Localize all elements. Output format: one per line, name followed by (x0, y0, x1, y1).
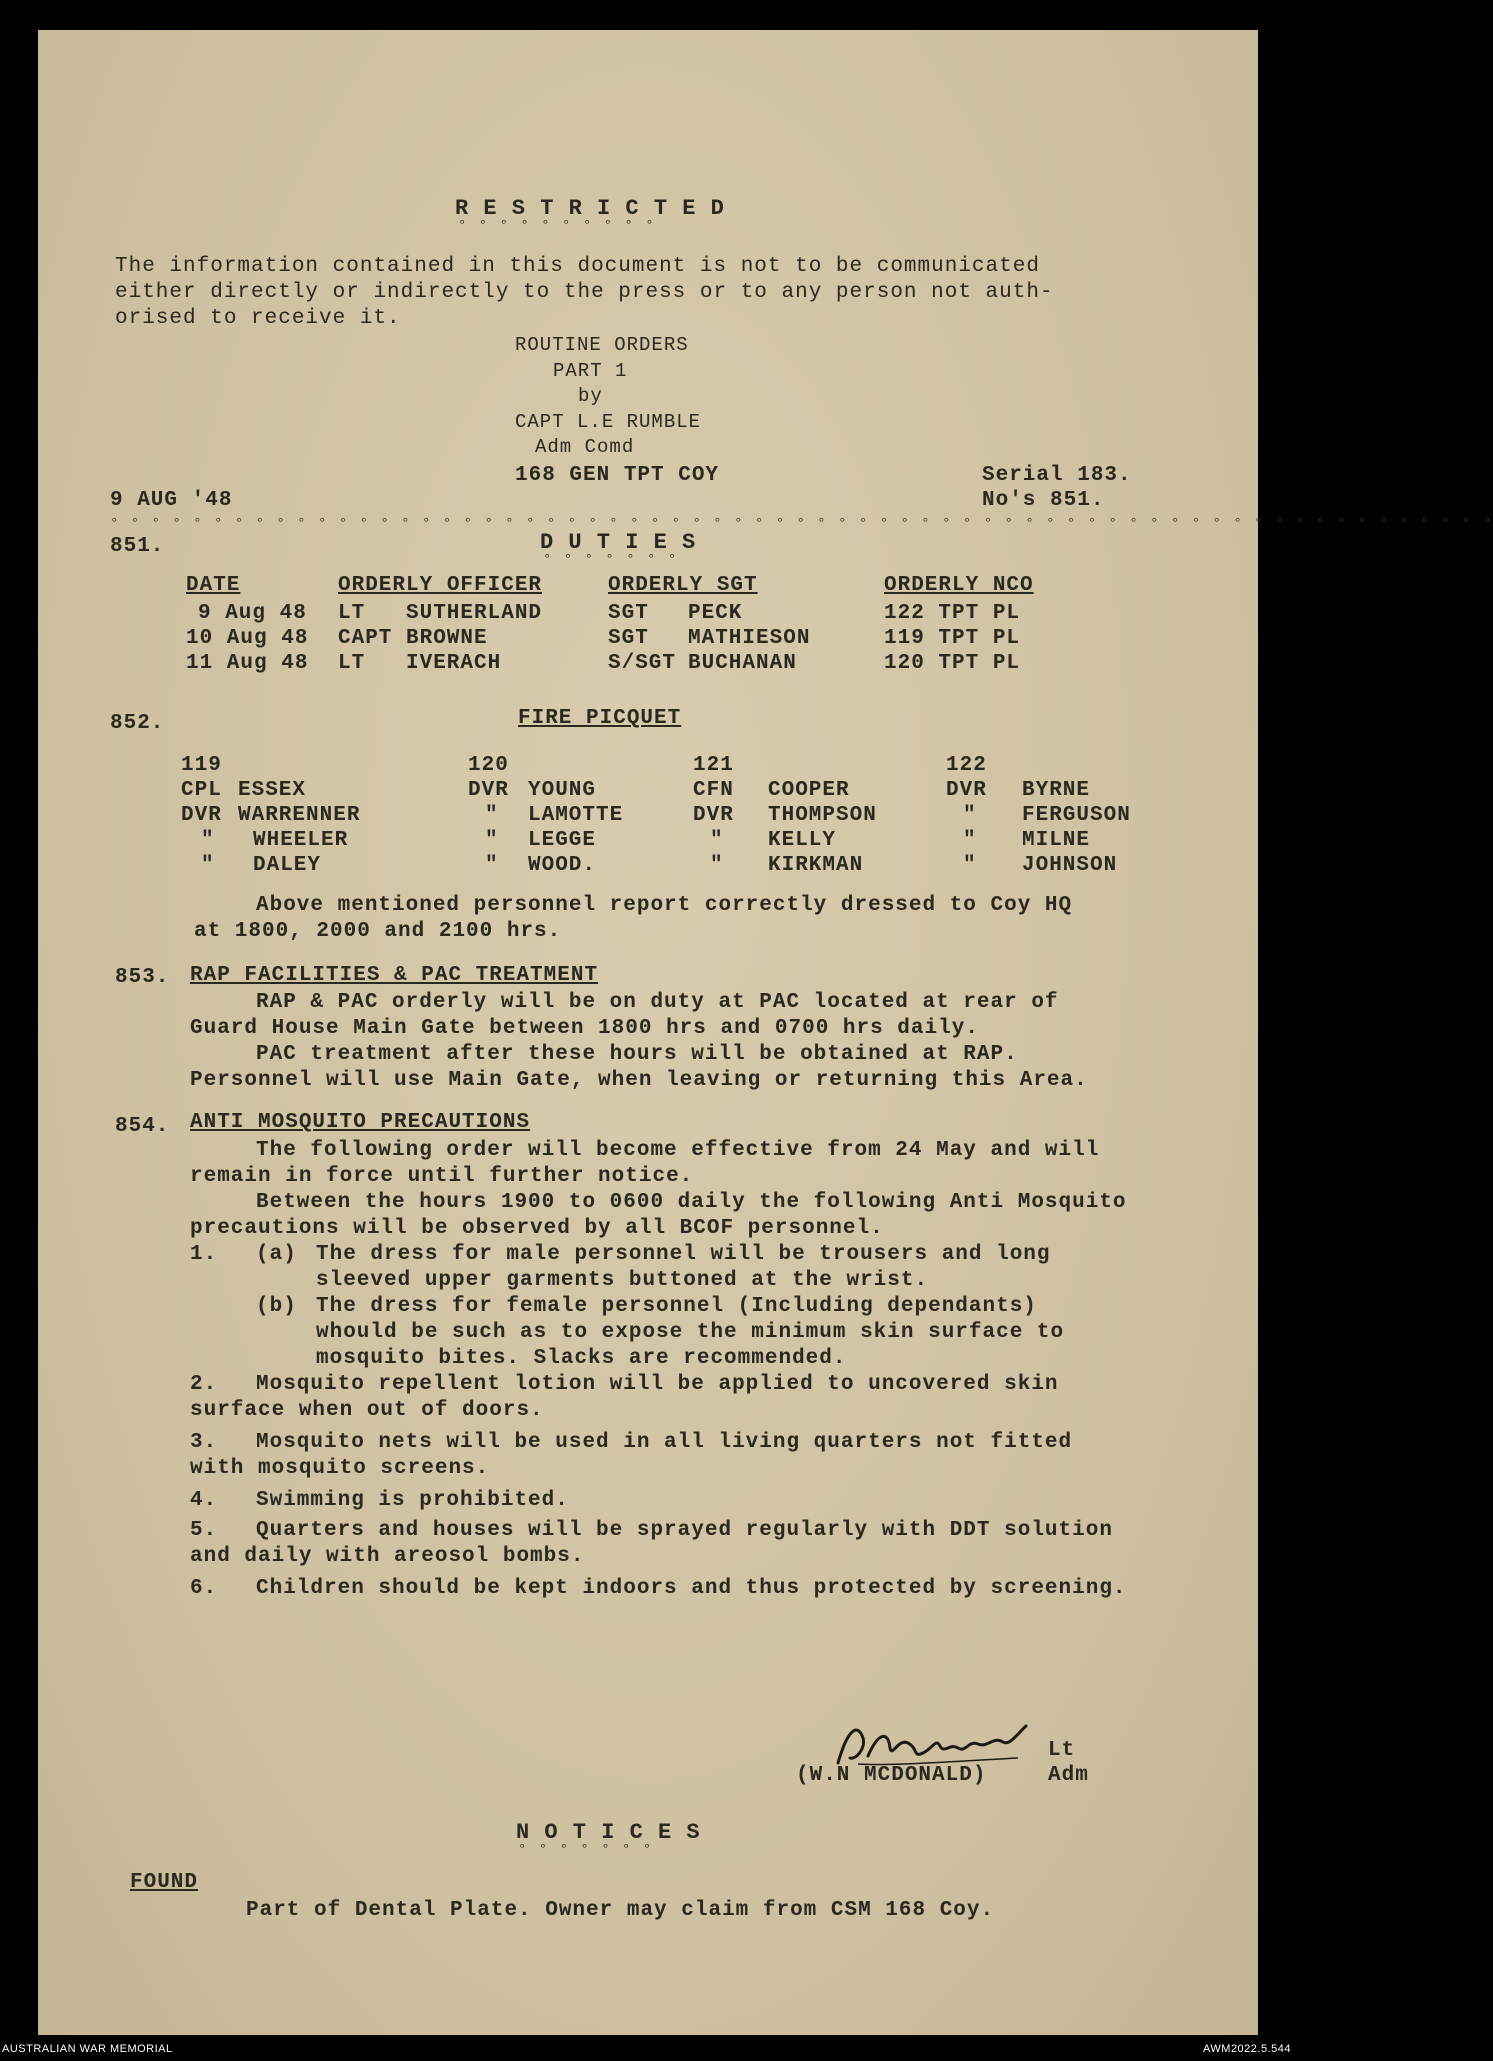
rank: DVR (946, 779, 987, 802)
item-line: whould be such as to expose the minimum skin surface to (316, 1321, 1065, 1344)
item-line: sleeved upper garments buttoned at the wrist. (316, 1269, 929, 1292)
officer-rank: CAPT (338, 627, 393, 650)
rank: CPL (181, 779, 222, 802)
col-orderly-officer: ORDERLY OFFICER (338, 574, 543, 597)
item-line: surface when out of doors. (190, 1399, 544, 1422)
duties-heading: D U T I E S (540, 530, 697, 555)
officer-name: SUTHERLAND (406, 602, 543, 625)
sgt-rank: SGT (608, 627, 649, 650)
name: MILNE (1022, 829, 1091, 852)
rank: " (201, 829, 215, 852)
nco-unit: 122 TPT PL (884, 602, 1021, 625)
name: YOUNG (528, 779, 597, 802)
rank: " (485, 854, 499, 877)
col-orderly-nco: ORDERLY NCO (884, 574, 1034, 597)
unit-name: 168 GEN TPT COY (515, 464, 720, 487)
officer-rank: LT (338, 652, 366, 675)
rap-line-4: Personnel will use Main Gate, when leaving or returning this Area. (190, 1069, 1088, 1092)
sgt-name: PECK (688, 602, 743, 625)
restricted-underline: ° ° ° ° ° ° ° ° ° ° (458, 218, 656, 234)
duty-date: 10 Aug 48 (186, 627, 309, 650)
restricted-heading: R E S T R I C T E D (455, 196, 725, 221)
duty-date: 9 Aug 48 (198, 602, 307, 625)
rank: " (963, 829, 977, 852)
item-line: Children should be kept indoors and thus protected by screening. (256, 1577, 1127, 1600)
serial-number: Serial 183. (982, 464, 1132, 487)
rank: " (485, 829, 499, 852)
sgt-name: BUCHANAN (688, 652, 797, 675)
col-date: DATE (186, 574, 241, 597)
sgt-rank: S/SGT (608, 652, 677, 675)
security-notice-line-3: orised to receive it. (115, 307, 401, 330)
name: LAMOTTE (528, 804, 624, 827)
rank: " (485, 804, 499, 827)
security-notice-line-2: either directly or indirectly to the press or to any person not auth- (115, 281, 1054, 304)
mosquito-intro-2: remain in force until further notice. (190, 1165, 694, 1188)
item-line: and daily with areosol bombs. (190, 1545, 585, 1568)
mosquito-heading: ANTI MOSQUITO PRECAUTIONS (190, 1111, 531, 1134)
item-number: 4. (190, 1489, 218, 1512)
signature-role: Adm (1048, 1764, 1089, 1787)
nco-unit: 119 TPT PL (884, 627, 1021, 650)
rank: DVR (181, 804, 222, 827)
mosquito-intro-4: precautions will be observed by all BCOF personnel. (190, 1217, 884, 1240)
item-number: 5. (190, 1519, 218, 1542)
group-unit: 119 (181, 754, 222, 777)
rank: " (710, 854, 724, 877)
name: WOOD. (528, 854, 597, 877)
picquet-heading: FIRE PICQUET (518, 707, 682, 730)
name: WARRENNER (238, 804, 361, 827)
nco-unit: 120 TPT PL (884, 652, 1021, 675)
found-label: FOUND (130, 1871, 199, 1894)
order-numbers: No's 851. (982, 489, 1105, 512)
part-label: PART 1 (553, 360, 628, 382)
group-unit: 121 (693, 754, 734, 777)
item-number: 2. (190, 1373, 218, 1396)
picquet-number: 852. (110, 712, 165, 735)
rap-line-3: PAC treatment after these hours will be obtained at RAP. (256, 1043, 1018, 1066)
security-notice-line-1: The information contained in this document is not to be communicated (115, 255, 1040, 278)
rank: DVR (468, 779, 509, 802)
footer-right: AWM2022.5.544 (1202, 2043, 1291, 2055)
officer-name: BROWNE (406, 627, 488, 650)
rank: CFN (693, 779, 734, 802)
item-line: Swimming is prohibited. (256, 1489, 569, 1512)
mosquito-intro-3: Between the hours 1900 to 0600 daily the following Anti Mosquito (256, 1191, 1127, 1214)
name: DALEY (253, 854, 322, 877)
name: FERGUSON (1022, 804, 1131, 827)
item-line: The dress for female personnel (Including dependants) (316, 1295, 1037, 1318)
mosquito-intro-1: The following order will become effective from 24 May and will (256, 1139, 1100, 1162)
rank: " (710, 829, 724, 852)
item-line: with mosquito screens. (190, 1457, 490, 1480)
item-line: Quarters and houses will be sprayed regularly with DDT solution (256, 1519, 1113, 1542)
rap-line-2: Guard House Main Gate between 1800 hrs and 0700 hrs daily. (190, 1017, 979, 1040)
commander-role: Adm Comd (535, 436, 635, 458)
document-page (38, 30, 1493, 2035)
item-sub: (a) (256, 1243, 297, 1266)
name: KIRKMAN (768, 854, 864, 877)
picquet-note-line-1: Above mentioned personnel report correctly dressed to Coy HQ (256, 894, 1073, 917)
notices-underline: ° ° ° ° ° ° ° (518, 1842, 654, 1858)
order-date: 9 AUG '48 (110, 489, 233, 512)
rank: " (963, 854, 977, 877)
item-line: mosquito bites. Slacks are recommended. (316, 1347, 847, 1370)
officer-name: IVERACH (406, 652, 502, 675)
duties-underline: ° ° ° ° ° ° ° (543, 552, 679, 568)
duty-date: 11 Aug 48 (186, 652, 309, 675)
item-line: Mosquito repellent lotion will be applied to uncovered skin (256, 1373, 1059, 1396)
group-unit: 122 (946, 754, 987, 777)
notices-heading: N O T I C E S (516, 1820, 701, 1845)
item-sub: (b) (256, 1295, 297, 1318)
footer-left: AUSTRALIAN WAR MEMORIAL (2, 2043, 173, 2055)
officer-rank: LT (338, 602, 366, 625)
item-line: Mosquito nets will be used in all living quarters not fitted (256, 1431, 1073, 1454)
routine-orders-title: ROUTINE ORDERS (515, 334, 689, 356)
name: WHEELER (253, 829, 349, 852)
name: JOHNSON (1022, 854, 1118, 877)
found-text: Part of Dental Plate. Owner may claim from CSM 168 Coy. (246, 1899, 995, 1922)
name: COOPER (768, 779, 850, 802)
name: ESSEX (238, 779, 307, 802)
sgt-name: MATHIESON (688, 627, 811, 650)
rap-heading: RAP FACILITIES & PAC TREATMENT (190, 964, 599, 987)
separator-dots: ° ° ° ° ° ° ° ° ° ° ° ° ° ° ° ° ° ° ° ° ° ° ° ° ° ° ° ° ° ° ° ° ° ° ° ° ° ° ° ° ° ° ° ° ° ° ° ° ° ° ° ° ° ° ° ° ° ° ° ° ° ° ° ° ° ° ° (110, 516, 1493, 532)
mosquito-number: 854. (115, 1115, 170, 1138)
signature-rank: Lt (1048, 1739, 1076, 1762)
rank: " (963, 804, 977, 827)
item-line: The dress for male personnel will be trousers and long (316, 1243, 1051, 1266)
rank: DVR (693, 804, 734, 827)
item-number: 3. (190, 1431, 218, 1454)
name: BYRNE (1022, 779, 1091, 802)
name: LEGGE (528, 829, 597, 852)
item-number: 1. (190, 1243, 218, 1266)
item-number: 6. (190, 1577, 218, 1600)
by-label: by (578, 385, 603, 407)
signature-name: (W.N MCDONALD) (796, 1764, 987, 1787)
commander-name: CAPT L.E RUMBLE (515, 411, 702, 433)
duties-number: 851. (110, 535, 165, 558)
sgt-rank: SGT (608, 602, 649, 625)
name: THOMPSON (768, 804, 877, 827)
name: KELLY (768, 829, 837, 852)
picquet-note-line-2: at 1800, 2000 and 2100 hrs. (194, 920, 562, 943)
rap-line-1: RAP & PAC orderly will be on duty at PAC located at rear of (256, 991, 1059, 1014)
rank: " (201, 854, 215, 877)
col-orderly-sgt: ORDERLY SGT (608, 574, 758, 597)
group-unit: 120 (468, 754, 509, 777)
rap-number: 853. (115, 966, 170, 989)
